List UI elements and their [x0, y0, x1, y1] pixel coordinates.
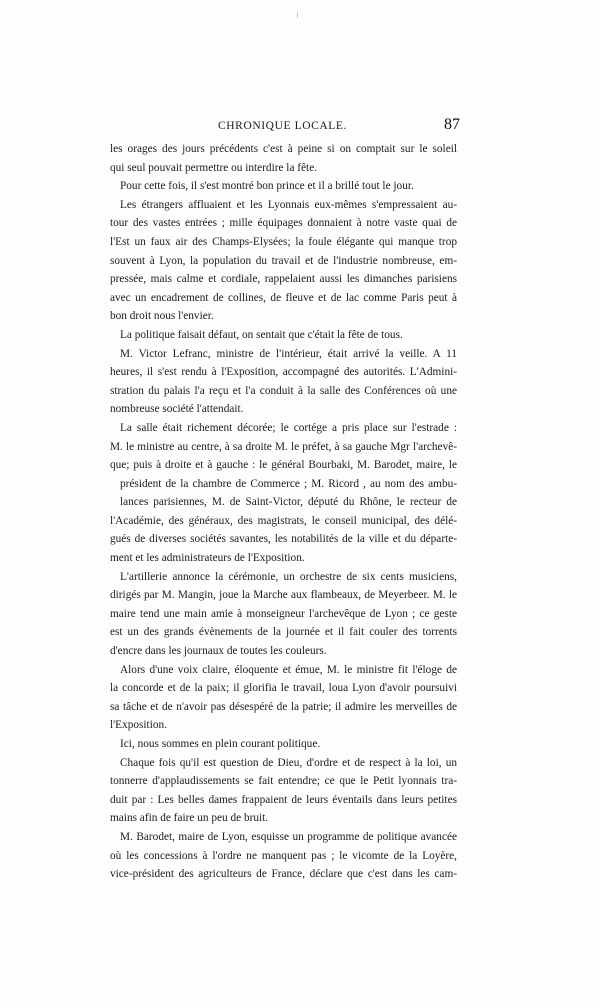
text-line: M. le ministre au centre, à sa droite M. le préfet, à sa gauche Mgr l'archevê-	[110, 440, 457, 453]
text-line: gués de diverses sociétés savantes, les notabilités de la ville et du départe-	[110, 533, 457, 546]
text-line: que; puis à droite et à gauche : le général Bourbaki, M. Barodet, maire, le	[110, 459, 457, 472]
text-line: Alors d'une voix claire, éloquente et émue, M. le ministre fit l'éloge de	[120, 663, 457, 676]
text-line: tonnerre d'applaudissements se fait entendre; ce que le Petit lyonnais tra-	[110, 775, 457, 788]
text-line: l'Exposition.	[110, 719, 167, 732]
page-number: 87	[444, 116, 460, 133]
text-line: L'artillerie annonce la cérémonie, un orchestre de six cents musiciens,	[120, 570, 457, 583]
text-line: nombreuse société l'attendait.	[110, 403, 244, 416]
text-line: dirigés par M. Mangin, joue la Marche aux flambeaux, de Meyerbeer. M. le	[110, 589, 457, 602]
running-title: CHRONIQUE LOCALE.	[218, 120, 348, 132]
text-line: vice-président des agriculteurs de France, déclare que c'est dans les cam-	[110, 868, 457, 881]
text-line: stration du palais l'a reçu et l'a conduit à la salle des Conférences où une	[110, 384, 457, 397]
text-line: Chaque fois qu'il est question de Dieu, d'ordre et de respect à la loi, un	[120, 756, 457, 769]
text-line: heures, il s'est rendu à l'Exposition, accompagné des autorités. L'Admini-	[110, 366, 457, 379]
text-line: ment et les administrateurs de l'Exposition.	[110, 552, 305, 565]
body-text	[110, 140, 457, 884]
text-line: Les étrangers affluaient et les Lyonnais eux-mêmes s'empressaient au-	[120, 198, 457, 211]
text-line: mains afin de faire un peu de bruit.	[110, 812, 269, 825]
text-line: bon droit nous l'envier.	[110, 310, 214, 323]
text-line: avec un encadrement de collines, de fleuve et de lac comme Paris peut à	[110, 291, 457, 304]
text-line: lances parisiennes, M. de Saint-Victor, député du Rhône, le recteur de	[120, 496, 457, 509]
text-line: M. Barodet, maire de Lyon, esquisse un programme de politique avancée	[120, 830, 457, 843]
text-line: d'encre dans les journaux de toutes les couleurs.	[110, 645, 327, 658]
text-line: est un des grands évènements de la journée et il fait couler des torrents	[110, 626, 457, 639]
text-line: la concorde et de la paix; il glorifia le travail, loua Lyon d'avoir poursuivi	[110, 682, 457, 695]
text-line: sa tâche et de n'avoir pas désespéré de la patrie; il admire les merveilles de	[110, 700, 457, 713]
text-line: maire tend une main amie à monseigneur l'archevêque de Lyon ; ce geste	[110, 607, 457, 620]
text-line: qui seul pouvait permettre ou interdire la fête.	[110, 161, 318, 174]
text-line: l'Est un faux air des Champs-Elysées; la foule élégante qui manque trop	[110, 235, 457, 248]
text-line: La salle était richement décorée; le cortége a pris place sur l'estrade :	[120, 421, 457, 434]
text-line: Ici, nous sommes en plein courant politique.	[120, 738, 321, 750]
text-line: les orages des jours précédents c'est à peine si on comptait sur le soleil	[110, 143, 457, 155]
text-line: M. Victor Lefranc, ministre de l'intérieur, était arrivé la veille. A 11	[120, 347, 457, 360]
text-line: l'Académie, des généraux, des magistrats, le conseil municipal, des délé-	[110, 514, 457, 527]
text-line: Pour cette fois, il s'est montré bon prince et il a brillé tout le jour.	[120, 180, 414, 193]
page-header	[110, 118, 460, 138]
text-line: président de la chambre de Commerce ; M. Ricord , au nom des ambu-	[120, 477, 457, 490]
text-line: duit par : Les belles dames frappaient de leurs éventails dans leurs petites	[110, 793, 457, 806]
text-line: tour des vastes entrées ; mille équipages donnaient à notre vaste quai de	[110, 217, 457, 230]
text-line: pressée, mais calme et cordiale, rappelaient aussi les dimanches parisiens	[110, 273, 457, 286]
text-line: souvent à Lyon, la population du travail et de l'industrie nombreuse, em-	[110, 254, 457, 267]
scan-mark	[297, 12, 301, 18]
text-line: où les concessions à l'ordre ne manquent pas ; le vicomte de la Loyère,	[110, 849, 457, 862]
text-line: La politique faisait défaut, on sentait que c'était la fête de tous.	[120, 328, 403, 341]
